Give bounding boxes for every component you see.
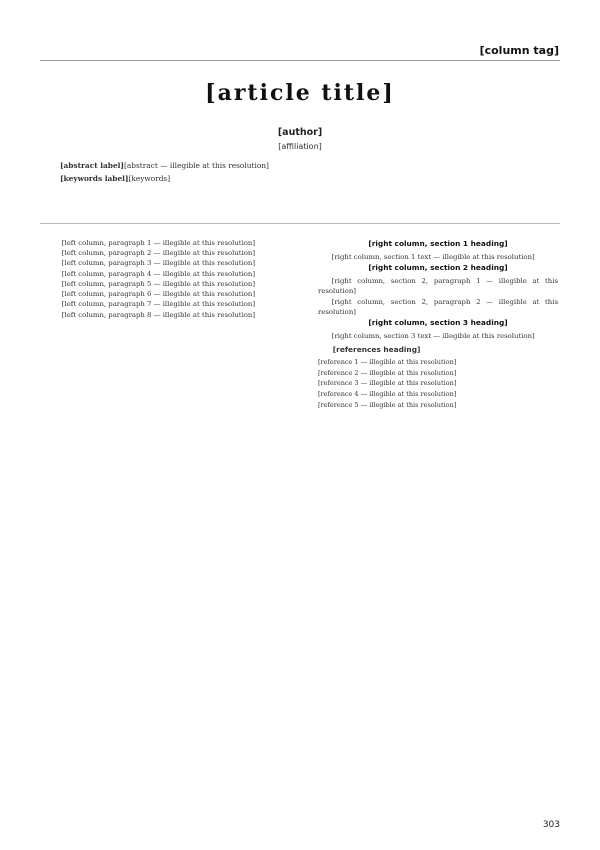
body-paragraph: [left column, paragraph 8 — illegible at this resolution] (61, 310, 256, 319)
abstract-text: [abstract — illegible at this resolution] (123, 161, 269, 170)
abstract (60, 160, 540, 171)
body-paragraph: [left column, paragraph 1 — illegible at this resolution] (61, 239, 256, 247)
body-paragraph: [left column, paragraph 4 — illegible at this resolution] (61, 269, 256, 278)
author-name: [author] (277, 127, 323, 138)
body-paragraph: [right column, section 1 text — illegible at this resolution] (331, 252, 535, 261)
reference-item: [reference 5 — illegible at this resolution] (318, 400, 457, 409)
body-paragraph: [left column, paragraph 5 — illegible at this resolution] (61, 279, 256, 288)
abstract-label: [abstract label] (60, 161, 124, 170)
column-tag: [column tag] (479, 44, 559, 57)
left-column (48, 238, 300, 320)
page-number: 303 (542, 820, 560, 830)
right-column (318, 238, 558, 411)
section-heading: [right column, section 1 heading] (368, 239, 508, 248)
reference-item: [reference 1 — illegible at this resolution] (318, 358, 457, 367)
author-affiliation: [affiliation] (278, 142, 322, 151)
keywords-label: [keywords label] (60, 174, 129, 184)
reference-item: [reference 4 — illegible at this resolution] (318, 389, 457, 398)
reference-item: [reference 2 — illegible at this resolution] (318, 368, 457, 377)
body-paragraph: [right column, section 2, paragraph 1 — illegible at this resolution] (318, 277, 558, 296)
body-paragraph: [left column, paragraph 7 — illegible at this resolution] (61, 300, 256, 309)
header-rule (40, 60, 560, 61)
body-paragraph: [right column, section 2, paragraph 2 — illegible at this resolution] (318, 297, 558, 316)
reference-item: [reference 3 — illegible at this resolution] (318, 379, 457, 388)
references-heading: [references heading] (332, 345, 421, 355)
section-heading: [right column, section 3 heading] (368, 318, 508, 327)
body-paragraph: [left column, paragraph 2 — illegible at this resolution] (61, 249, 256, 258)
abstract-block (60, 160, 540, 185)
abstract-divider (40, 223, 560, 224)
article-title: [article title] (205, 80, 395, 106)
body-paragraph: [left column, paragraph 3 — illegible at this resolution] (61, 259, 256, 268)
section-heading: [right column, section 2 heading] (368, 263, 508, 273)
keywords (60, 173, 540, 184)
body-paragraph: [right column, section 3 text — illegible at this resolution] (331, 331, 535, 340)
keywords-text: [keywords] (128, 174, 171, 184)
body-paragraph: [left column, paragraph 6 — illegible at this resolution] (61, 290, 256, 299)
